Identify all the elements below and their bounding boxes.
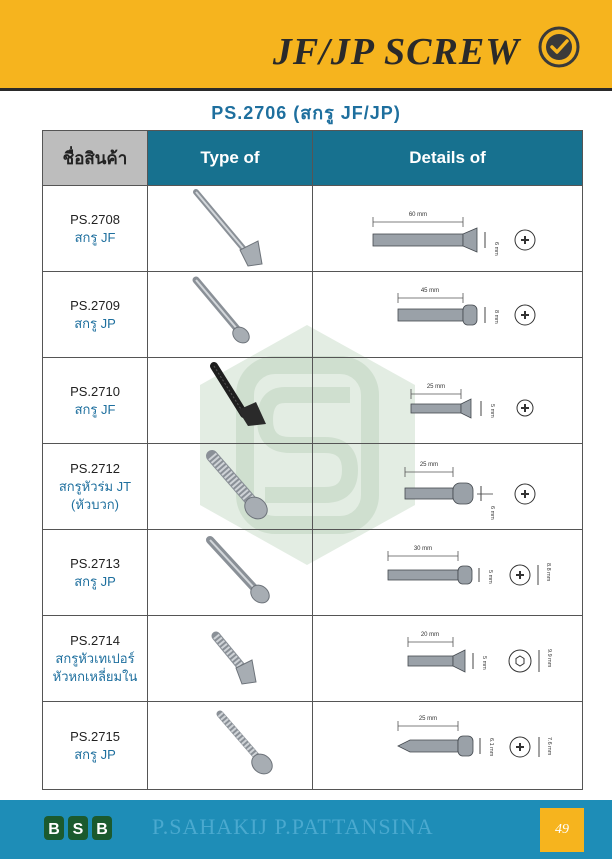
head-dimension-label: 7.6 mm xyxy=(546,737,552,756)
black-flat-head-screw-icon xyxy=(148,358,312,443)
product-name-cell xyxy=(43,530,148,616)
diameter-label: 6 mm xyxy=(489,506,495,520)
table-row xyxy=(43,358,583,444)
diameter-label: 6.1 mm xyxy=(488,738,494,757)
screw-detail-cell xyxy=(313,702,583,790)
screw-picture-cell xyxy=(148,186,313,272)
product-desc: สกรู JF xyxy=(74,229,116,245)
length-label: 25 mm xyxy=(418,716,438,722)
length-label: 60 mm xyxy=(408,212,428,218)
product-name-cell xyxy=(43,186,148,272)
product-name-cell xyxy=(43,358,148,444)
product-code: PS.2715 xyxy=(70,728,120,744)
self-tapping-pan-screw-icon xyxy=(148,702,312,789)
table-row xyxy=(43,616,583,702)
product-name-cell xyxy=(43,444,148,530)
table-row xyxy=(43,186,583,272)
product-code: PS.2713 xyxy=(70,555,120,571)
page-title: JF/JP SCREW xyxy=(272,31,520,73)
length-label: 45 mm xyxy=(420,288,440,294)
table-header-row xyxy=(43,131,583,186)
diameter-label: 5 mm xyxy=(481,656,487,670)
diameter-label: 5 mm xyxy=(489,404,495,418)
hex-socket-countersunk-screw-icon xyxy=(148,616,312,701)
pan-head-screw-icon xyxy=(148,272,312,357)
product-name-cell xyxy=(43,702,148,790)
column-header-type: Type of xyxy=(148,131,313,186)
screw-picture-cell xyxy=(148,358,313,444)
page-number: 49 xyxy=(540,808,584,852)
product-desc: สกรูหัวร่ม JT xyxy=(58,478,132,494)
screw-detail-cell xyxy=(313,186,583,272)
table-row xyxy=(43,530,583,616)
product-code: PS.2714 xyxy=(70,632,120,648)
checkmark-icon xyxy=(537,25,581,69)
section-subtitle: PS.2706 (สกรู JF/JP) xyxy=(211,103,401,123)
column-header-details: Details of xyxy=(313,131,583,186)
column-header-name: ชื่อสินค้า xyxy=(43,131,148,186)
footer-bar xyxy=(0,800,612,859)
length-label: 30 mm xyxy=(413,546,433,552)
product-code: PS.2712 xyxy=(70,460,120,476)
product-desc-line2: หัวหกเหลี่ยมใน xyxy=(52,668,138,684)
product-desc: สกรู JP xyxy=(74,746,116,762)
length-label: 20 mm xyxy=(420,632,440,638)
product-name-cell xyxy=(43,272,148,358)
screw-picture-cell xyxy=(148,444,313,530)
screw-dimension-drawing xyxy=(313,272,582,357)
screw-dimension-drawing xyxy=(313,444,582,529)
screw-picture-cell xyxy=(148,702,313,790)
truss-head-screw-icon xyxy=(148,444,312,529)
product-desc: สกรู JP xyxy=(74,315,116,331)
length-label: 25 mm xyxy=(419,462,439,468)
diameter-label: 5 mm xyxy=(487,570,493,584)
product-desc-line2: (หัวบวก) xyxy=(71,496,119,512)
product-table xyxy=(42,130,583,790)
product-name-cell xyxy=(43,616,148,702)
head-dimension-label: 9.9 mm xyxy=(546,649,552,668)
screw-picture-cell xyxy=(148,530,313,616)
table-row xyxy=(43,444,583,530)
screw-picture-cell xyxy=(148,616,313,702)
table-row xyxy=(43,702,583,790)
product-desc: สกรูหัวเทเปอร์ xyxy=(55,650,135,666)
product-code: PS.2710 xyxy=(70,383,120,399)
company-names: P.SAHAKIJ P.PATTANSINA xyxy=(152,814,434,839)
diameter-label: 8 mm xyxy=(493,310,499,324)
screw-dimension-drawing xyxy=(313,702,582,789)
banner-rule xyxy=(0,88,612,91)
product-desc: สกรู JF xyxy=(74,401,116,417)
length-label: 25 mm xyxy=(426,384,446,390)
product-desc: สกรู JP xyxy=(74,573,116,589)
svg-text:S: S xyxy=(72,821,84,838)
screw-dimension-drawing xyxy=(313,616,582,701)
screw-picture-cell xyxy=(148,272,313,358)
title-banner xyxy=(0,0,612,88)
screw-detail-cell xyxy=(313,272,583,358)
diameter-label: 6 mm xyxy=(493,242,499,256)
table-row xyxy=(43,272,583,358)
screw-detail-cell xyxy=(313,444,583,530)
pan-head-screw-icon xyxy=(148,530,312,615)
screw-dimension-drawing xyxy=(313,358,582,443)
company-logo xyxy=(44,816,112,840)
svg-text:B: B xyxy=(48,821,60,838)
product-code: PS.2708 xyxy=(70,211,120,227)
head-dimension-label: 8.8 mm xyxy=(545,563,551,582)
screw-detail-cell xyxy=(313,616,583,702)
product-code: PS.2709 xyxy=(70,297,120,313)
screw-detail-cell xyxy=(313,530,583,616)
screw-detail-cell xyxy=(313,358,583,444)
svg-text:B: B xyxy=(96,821,108,838)
flat-head-screw-icon xyxy=(148,186,312,271)
screw-dimension-drawing xyxy=(313,530,582,615)
screw-dimension-drawing xyxy=(313,186,582,271)
